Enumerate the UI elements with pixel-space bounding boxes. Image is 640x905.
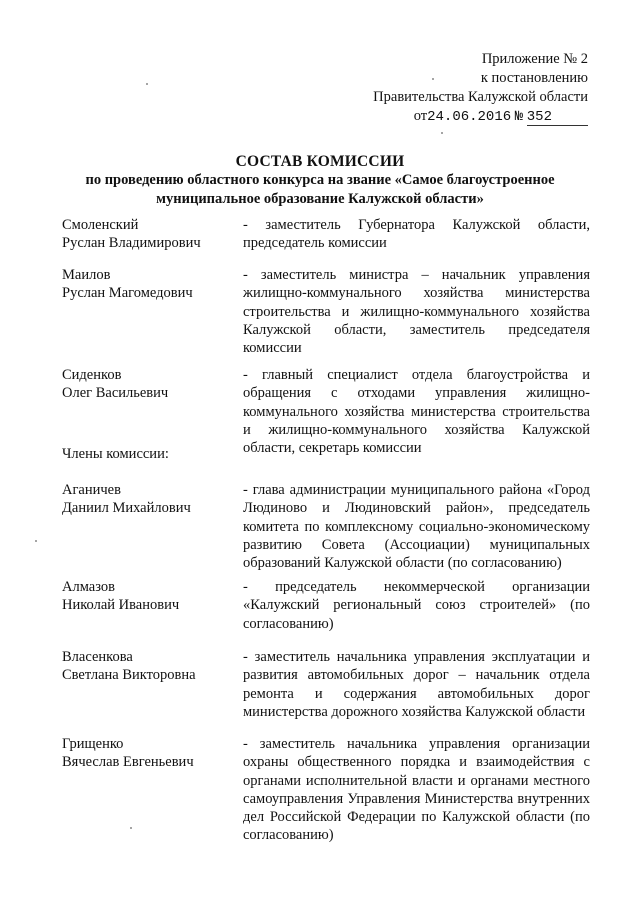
member-role: - заместитель министра – начальник управления жилищно-коммунального хозяйства министерства строительства и жилищно-коммунального хозяйства Калужской области, заместитель председателя комиссии xyxy=(243,267,590,357)
member-role: - заместитель Губернатора Калужской области, председатель комиссии xyxy=(243,217,590,252)
appendix-line-2: к постановлению xyxy=(480,70,588,86)
member-surname: Смоленский xyxy=(62,217,139,233)
scan-speck xyxy=(130,827,132,829)
appendix-line-3: Правительства Калужской области xyxy=(373,89,588,105)
scan-speck xyxy=(432,78,434,80)
member-role: - заместитель начальника управления организации охраны общественного порядка и взаимодействия с органами исполнительной власти и органами местного самоуправления Управления Министерства внутренних дел Российской Федерации по Калужской области (по согласованию) xyxy=(243,736,590,844)
member-given-names: Светлана Викторовна xyxy=(62,667,196,684)
member-name xyxy=(62,648,237,685)
scan-speck xyxy=(35,540,37,542)
appendix-date-line xyxy=(373,107,588,127)
member-given-names: Даниил Михайлович xyxy=(62,500,191,517)
member-role: - заместитель начальника управления эксплуатации и развития автомобильных дорог – начальник отдела ремонта и содержания автомобильных дорог министерства дорожного хозяйства Калужской области xyxy=(243,649,590,720)
member-given-names: Олег Васильевич xyxy=(62,385,169,402)
decree-number: 352 xyxy=(527,109,588,126)
member-role: - главный специалист отдела благоустройства и обращения с отходами управления жилищно-коммунального хозяйства министерства строительства и жилищно-коммунального хозяйства Калужской области, секретарь комиссии xyxy=(243,367,590,457)
member-surname: Сиденков xyxy=(62,367,122,383)
member-name xyxy=(62,735,237,772)
member-role: - глава администрации муниципального района «Город Людиново и Людиновский район», председатель комитета по комплексному социально-экономическому развитию Совета (Ассоциации) муниципальных образований Калужской области (по согласованию) xyxy=(243,482,590,572)
scan-speck xyxy=(146,83,148,85)
appendix-line-1: Приложение № 2 xyxy=(481,51,588,67)
members-section-label: Члены комиссии: xyxy=(62,446,169,462)
appendix-header xyxy=(373,50,588,127)
scan-speck xyxy=(441,132,443,134)
member-surname: Власенкова xyxy=(62,649,133,665)
member-surname: Алмазов xyxy=(62,579,115,595)
member-name xyxy=(62,216,237,253)
member-given-names: Руслан Магомедович xyxy=(62,285,193,302)
date-prefix: от xyxy=(413,108,428,124)
member-name xyxy=(62,266,237,303)
member-given-names: Вячеслав Евгеньевич xyxy=(62,754,194,771)
title-subtitle-2: муниципальное образование Калужской области» xyxy=(156,191,484,207)
member-name xyxy=(62,481,237,518)
member-given-names: Руслан Владимирович xyxy=(62,235,201,252)
title-main: СОСТАВ КОМИССИИ xyxy=(235,153,405,170)
member-surname: Маилов xyxy=(62,267,111,283)
title-subtitle-1: по проведению областного конкурса на звание «Самое благоустроенное xyxy=(85,172,555,188)
member-surname: Аганичев xyxy=(62,482,121,498)
member-name xyxy=(62,578,237,615)
number-prefix: № xyxy=(514,109,524,125)
member-name xyxy=(62,366,237,403)
member-given-names: Николай Иванович xyxy=(62,597,180,614)
member-surname: Грищенко xyxy=(62,736,124,752)
document-title xyxy=(0,152,640,209)
decree-date: 24.06.2016 xyxy=(427,109,512,125)
member-role: - председатель некоммерческой организации «Калужский региональный союз строителей» (по согласованию) xyxy=(243,579,590,632)
